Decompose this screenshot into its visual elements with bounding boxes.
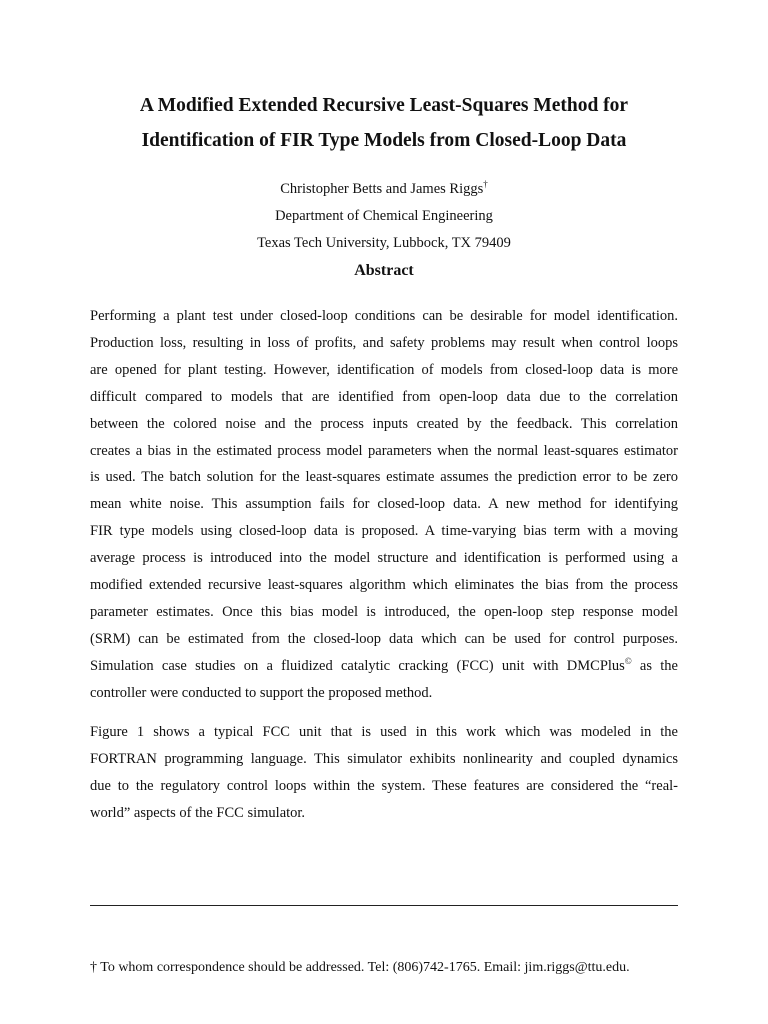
text-line: are opened for plant testing. However, identification of models from closed-loop data is more	[90, 361, 678, 378]
paper-title	[60, 88, 708, 158]
text-line: average process is introduced into the model structure and identification is performed using a	[90, 550, 678, 567]
text-line: Performing a plant test under closed-loop conditions can be desirable for model identification.	[90, 308, 678, 324]
text-line-with-mark	[90, 653, 678, 680]
text-line: FORTRAN programming language. This simulator exhibits nonlinearity and coupled dynamics	[90, 750, 678, 767]
author-institution: Texas Tech University, Lubbock, TX 79409	[257, 235, 511, 251]
text-line: between the colored noise and the process inputs created by the feedback. This correlation	[90, 415, 678, 432]
text-line: parameter estimates. Once this bias model is introduced, the open-loop step response model	[90, 603, 678, 620]
body-paragraph-2	[90, 719, 678, 827]
author-block	[60, 176, 708, 257]
abstract-heading: Abstract	[354, 262, 414, 279]
text-line: modified extended recursive least-squares algorithm which eliminates the bias from the process	[90, 577, 678, 594]
abstract-paragraph-1	[90, 303, 678, 707]
text-line: controller were conducted to support the proposed method.	[90, 684, 433, 701]
copyright-mark: ©	[624, 655, 632, 666]
text-line: world” aspects of the FCC simulator.	[90, 804, 306, 821]
author-names	[60, 176, 708, 203]
text-line: creates a bias in the estimated process model parameters when the normal least-squares estimator	[90, 442, 678, 459]
text-line: Production loss, resulting in loss of profits, and safety problems may result when control loops	[90, 334, 678, 351]
dagger-mark: †	[483, 179, 488, 190]
footnote: † To whom correspondence should be addressed. Tel: (806)742-1765. Email: jim.riggs@ttu.edu.	[90, 960, 630, 975]
title-line-2: Identification of FIR Type Models from Closed-Loop Data	[141, 130, 627, 151]
text-line: difficult compared to models that are identified from open-loop data due to the correlation	[90, 388, 678, 405]
text-line: mean white noise. This assumption fails for closed-loop data. A new method for identifying	[90, 496, 678, 513]
author-department: Department of Chemical Engineering	[275, 208, 493, 224]
text-line: (SRM) can be estimated from the closed-loop data which can be used for control purposes.	[90, 630, 678, 647]
author-names-text: Christopher Betts and James Riggs	[280, 181, 484, 197]
text-line: due to the regulatory control loops within the system. These features are considered the “real-	[90, 777, 678, 794]
text-line: is used. The batch solution for the least-squares estimate assumes the prediction error to be zero	[90, 469, 678, 486]
text-line: Figure 1 shows a typical FCC unit that is used in this work which was modeled in the	[90, 724, 678, 740]
text-line-start: Simulation case studies on a fluidized catalytic cracking (FCC) unit with DMCPlus	[90, 657, 625, 674]
text-line: FIR type models using closed-loop data is proposed. A time-varying bias term with a moving	[90, 523, 678, 540]
text-line-tail: as the	[631, 657, 678, 674]
footnote-divider	[90, 905, 678, 906]
title-line-1: A Modified Extended Recursive Least-Squares Method for	[139, 95, 629, 116]
